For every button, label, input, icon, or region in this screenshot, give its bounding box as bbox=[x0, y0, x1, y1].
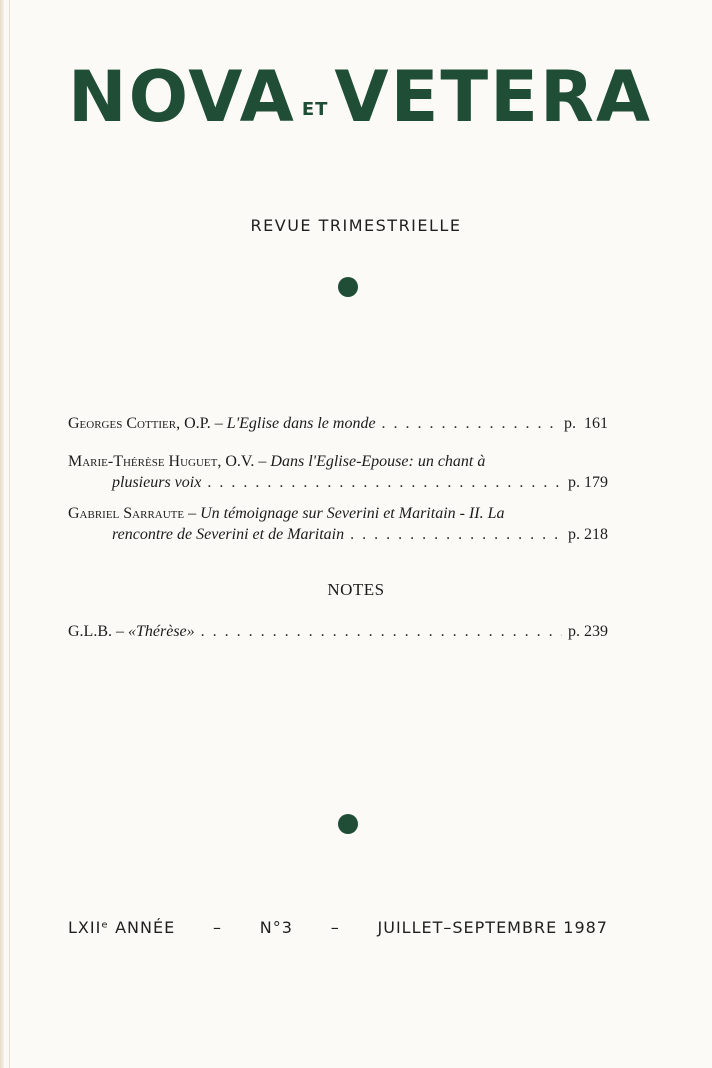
toc-affiliation: , O.V. – bbox=[217, 453, 271, 470]
bullet-ornament-top bbox=[338, 277, 358, 297]
toc-line bbox=[68, 524, 608, 545]
issue-footer bbox=[68, 918, 608, 937]
notes-title: «Thérèse» bbox=[128, 623, 195, 640]
toc-page: p. 161 bbox=[564, 415, 608, 432]
toc-title: L'Eglise dans le monde bbox=[226, 415, 376, 432]
toc-line bbox=[68, 621, 608, 642]
masthead-word-vetera: VETERA bbox=[334, 56, 653, 138]
dot-leader bbox=[207, 472, 562, 493]
toc-title: Dans l'Eglise-Epouse: un chant à bbox=[270, 453, 486, 470]
toc-author: Georges Cottier bbox=[68, 415, 177, 432]
toc-line bbox=[68, 472, 608, 493]
toc-entry bbox=[68, 451, 608, 493]
toc-line bbox=[68, 503, 608, 524]
dot-leader bbox=[382, 413, 558, 434]
toc-author: Gabriel Sarraute bbox=[68, 505, 185, 522]
notes-entry bbox=[68, 621, 608, 642]
journal-masthead bbox=[68, 52, 653, 142]
masthead-word-nova: NOVA bbox=[68, 56, 296, 138]
issue-period: JUILLET–SEPTEMBRE 1987 bbox=[377, 918, 608, 937]
toc-title-continued: rencontre de Severini et de Maritain bbox=[112, 526, 345, 543]
toc-title: Un témoignage sur Severini et Maritain - II. La bbox=[200, 505, 505, 522]
toc-line bbox=[68, 413, 608, 434]
notes-author: G.L.B. – bbox=[68, 623, 128, 640]
toc-line bbox=[68, 451, 608, 472]
journal-subtitle: REVUE TRIMESTRIELLE bbox=[250, 216, 462, 235]
footer-dash: – bbox=[330, 918, 340, 937]
footer-dash: – bbox=[212, 918, 222, 937]
toc-page: p. 218 bbox=[568, 526, 608, 543]
toc-page: p. 179 bbox=[568, 474, 608, 491]
page-edge bbox=[0, 0, 4, 1068]
page-edge-line bbox=[9, 0, 10, 1068]
toc-title-continued: plusieurs voix bbox=[112, 474, 202, 491]
toc-entry bbox=[68, 413, 608, 434]
notes-heading: NOTES bbox=[327, 580, 385, 599]
toc-author: Marie-Thérèse Huguet bbox=[68, 453, 218, 470]
issue-year: LXIIᵉ ANNÉE bbox=[68, 918, 176, 937]
toc-entry bbox=[68, 503, 608, 545]
masthead-conjunction: ET bbox=[301, 99, 329, 120]
toc-affiliation: , O.P. – bbox=[176, 415, 227, 432]
dot-leader bbox=[350, 524, 562, 545]
toc-affiliation: – bbox=[184, 505, 201, 522]
dot-leader bbox=[201, 621, 562, 642]
notes-page: p. 239 bbox=[568, 623, 608, 640]
bullet-ornament-bottom bbox=[338, 814, 358, 834]
issue-number: N°3 bbox=[259, 918, 293, 937]
